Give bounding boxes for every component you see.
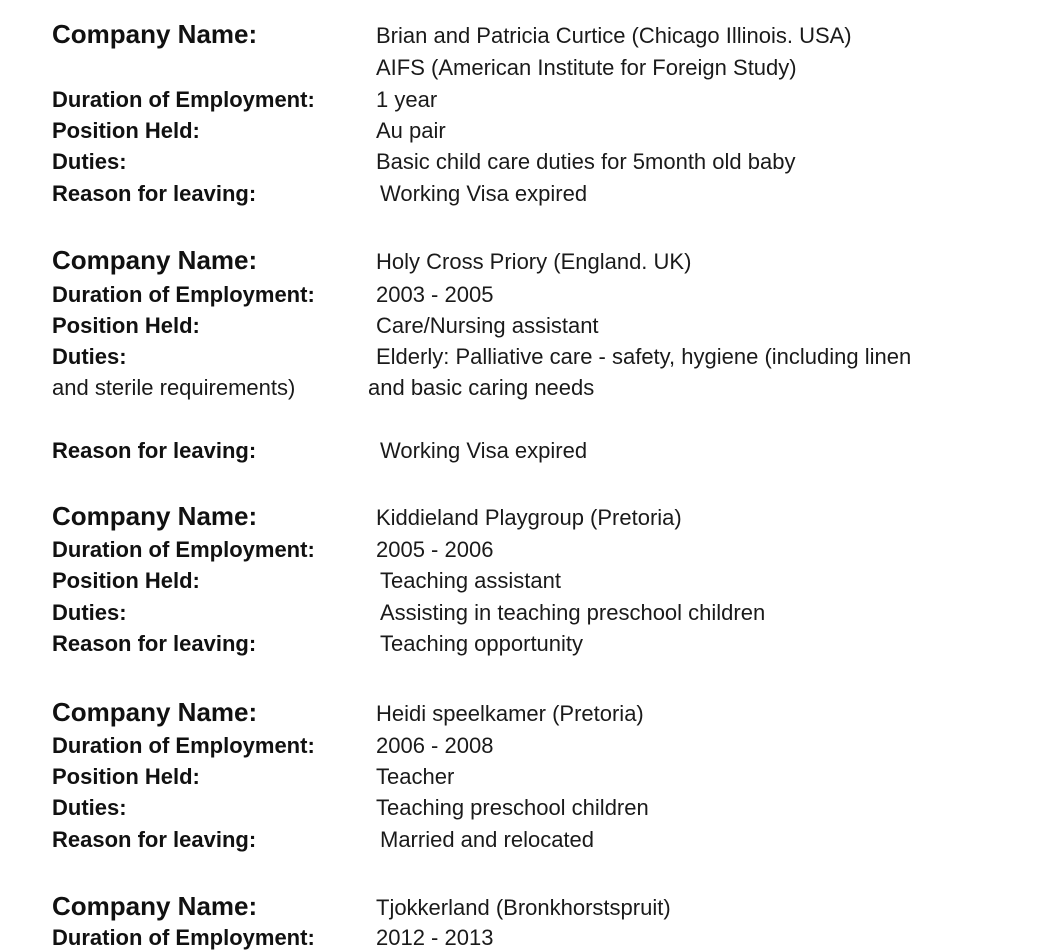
reason-label: Reason for leaving: <box>52 181 257 206</box>
company-name-value: Tjokkerland (Bronkhorstspruit) <box>376 895 671 920</box>
duties-value: Basic child care duties for 5month old baby <box>376 149 796 174</box>
position-value: Au pair <box>376 118 446 143</box>
position-label: Position Held: <box>52 568 200 593</box>
duties-label: Duties: <box>52 344 127 369</box>
duration-value: 2012 - 2013 <box>376 925 494 950</box>
company-name-label: Company Name: <box>52 697 258 727</box>
duration-value: 1 year <box>376 87 438 112</box>
reason-value: Married and relocated <box>380 827 595 852</box>
company-name-label: Company Name: <box>52 501 258 531</box>
position-label: Position Held: <box>52 313 200 338</box>
duration-label: Duration of Employment: <box>52 925 315 950</box>
company-name-value: Holy Cross Priory (England. UK) <box>376 249 692 274</box>
duration-value: 2003 - 2005 <box>376 282 494 307</box>
duration-label: Duration of Employment: <box>52 537 315 562</box>
company-name-label: Company Name: <box>52 245 258 275</box>
position-value: Care/Nursing assistant <box>376 313 599 338</box>
duties-label: Duties: <box>52 149 127 174</box>
duties-value: Teaching preschool children <box>376 795 649 820</box>
reason-label: Reason for leaving: <box>52 438 257 463</box>
company-name-value: Brian and Patricia Curtice (Chicago Illinois. USA) <box>376 23 852 48</box>
duties-continuation-left: and sterile requirements) <box>52 375 296 400</box>
reason-value: Working Visa expired <box>380 181 588 206</box>
position-value: Teaching assistant <box>380 568 561 593</box>
duties-label: Duties: <box>52 600 127 625</box>
company-name-label: Company Name: <box>52 891 258 921</box>
duration-value: 2006 - 2008 <box>376 733 494 758</box>
duration-label: Duration of Employment: <box>52 282 315 307</box>
position-value: Teacher <box>376 764 455 789</box>
duties-value: Assisting in teaching preschool children <box>380 600 766 625</box>
reason-label: Reason for leaving: <box>52 631 257 656</box>
duration-value: 2005 - 2006 <box>376 537 494 562</box>
duties-continuation-right: and basic caring needs <box>368 375 595 400</box>
duration-label: Duration of Employment: <box>52 733 315 758</box>
company-name-label: Company Name: <box>52 19 258 49</box>
position-label: Position Held: <box>52 118 200 143</box>
company-name-value: Heidi speelkamer (Pretoria) <box>376 701 644 726</box>
company-name-value-line2: AIFS (American Institute for Foreign Study) <box>376 55 797 80</box>
company-name-value: Kiddieland Playgroup (Pretoria) <box>376 505 682 530</box>
position-label: Position Held: <box>52 764 200 789</box>
reason-value: Working Visa expired <box>380 438 588 463</box>
duties-label: Duties: <box>52 795 127 820</box>
duration-label: Duration of Employment: <box>52 87 315 112</box>
duties-value: Elderly: Palliative care - safety, hygiene (including linen <box>376 344 912 369</box>
reason-value: Teaching opportunity <box>380 631 584 656</box>
reason-label: Reason for leaving: <box>52 827 257 852</box>
